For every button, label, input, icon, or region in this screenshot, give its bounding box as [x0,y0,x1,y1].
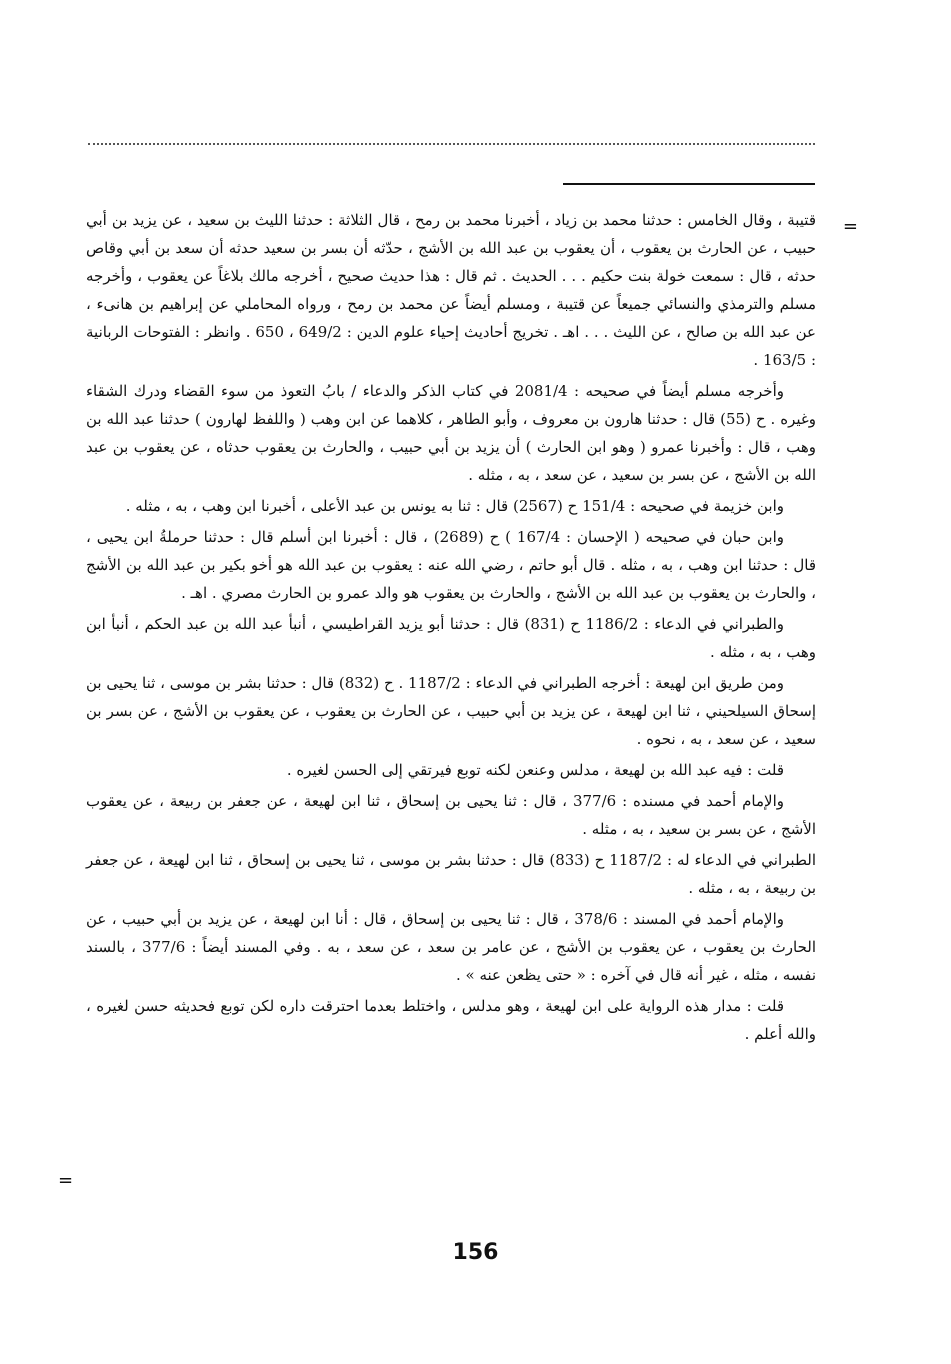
footnote-paragraph: وابن خزيمة في صحيحه : 151/4 ح (2567) قال : ثنا به يونس بن عبد الأعلى ، أخبرنا ابن وهب ، به ، مثله . [125,497,784,515]
footnote-paragraph: قلت : مدار هذه الرواية على ابن لهيعة ، وهو مدلس ، واختلط بعدما احترقت داره لكن توبع فحديثه حسن لغيره ، والله أعلم . [86,997,816,1043]
footnote-paragraph: والإمام أحمد في مسنده : 377/6 ، قال : ثنا يحيى بن إسحاق ، ثنا ابن لهيعة ، عن جعفر بن ربيعة ، عن يعقوب الأشج ، عن بسر بن سعيد ، به ، مثله . [86,792,816,838]
continuation-mark-top: = [842,216,858,237]
footnote-paragraph: والطبراني في الدعاء : 1186/2 ح (831) قال : حدثنا أبو يزيد القراطيسي ، أنبأ عبد الله بن عبد الحكم ، أنبأ ابن وهب ، به ، مثله . [86,615,816,661]
footnote-paragraph: وابن حبان في صحيحه ( الإحسان : 167/4 ) ح (2689) ، قال : أخبرنا ابن أسلم قال : حدثنا حرملةُ ابن يحيى ، قال : حدثنا ابن وهب ، به ، مثله . قال أبو حاتم ، رضي الله عنه : يعقوب بن عبد الله هو أخو بكير بن عبد الله بن الأشج ، والحارث بن يعقوب بن عبد الله بن الأشج ، والحارث بن يعقوب هو والد عمرو بن الحارث مصري . اهـ . [86,528,816,602]
footnote-paragraph: وأخرجه مسلم أيضاً في صحيحه : 2081/4 في كتاب الذكر والدعاء / بابُ التعوذ من سوء القضاء ودرك الشقاء وغيره . ح (55) قال : حدثنا هارون بن معروف ، وأبو الطاهر ، كلاهما عن ابن وهب ( واللفظ لهارون ) حدثنا عبد الله بن وهب ، قال : وأخبرنا عمرو ( وهو ابن الحارث ) أن يزيد بن أبي حبيب ، والحارث بن يعقوب حدثاه ، عن يعقوب بن عبد الله بن الأشج ، عن بسر بن سعيد ، عن سعد ، به ، مثله . [86,382,816,484]
footnote-paragraph: الطبراني في الدعاء له : 1187/2 ح (833) قال : حدثنا بشر بن موسى ، ثنا يحيى بن إسحاق ، ثنا ابن لهيعة ، عن جعفر بن ربيعة ، به ، مثله . [86,851,816,897]
footnote-paragraph: قتيبة ، وقال الخامس : حدثنا محمد بن زياد ، أخبرنا محمد بن رمح ، قال الثلاثة : حدثنا الليث بن سعيد ، عن يزيد بن أبي حبيب ، عن الحارث بن يعقوب ، أن يعقوب بن عبد الله بن الأشج ، حدّثه أن بسر بن سعيد حدثه أن سعد بن أبي وقاص حدثه ، قال : سمعت خولة بنت حكيم . . . الحديث . ثم قال : هذا حديث صحيح ، أخرجه مالك بلاغاً عن يعقوب ، وأخرجه مسلم والترمذي والنسائي جميعاً عن قتيبة ، ومسلم أيضاً عن محمد بن رمح ، ورواه المحاملي عن إبراهيم بن هانىء ، عن عبد الله بن صالح ، عن الليث . . . اهـ . تخريج أحاديث إحياء علوم الدين : 649/2 ، 650 . وانظر : الفتوحات الربانية : 163/5 . [86,211,816,369]
footnote-text-block [86,206,816,1051]
footnote-paragraph: ومن طريق ابن لهيعة : أخرجه الطبراني في الدعاء : 1187/2 . ح (832) قال : حدثنا بشر بن موسى ، ثنا يحيى بن إسحاق السيلحيني ، ثنا ابن لهيعة ، عن يزيد بن أبي حبيب ، عن الحارث بن يعقوب ، عن يعقوب بن الأشج ، عن بسر بن سعيد ، عن سعد ، به ، نحوه . [86,674,816,748]
footnote-separator-rule [563,183,815,185]
continuation-mark-bottom: = [58,1170,74,1191]
header-dotted-rule [88,143,815,145]
page-number: 156 [452,1240,499,1265]
footnote-paragraph: قلت : فيه عبد الله بن لهيعة ، مدلس وعنعن لكنه توبع فيرتقي إلى الحسن لغيره . [286,761,784,779]
footnote-paragraph: والإمام أحمد في المسند : 378/6 ، قال : ثنا يحيى بن إسحاق ، قال : أنا ابن لهيعة ، عن يزيد بن أبي حبيب ، عن الحارث بن يعقوب ، عن يعقوب بن الأشج ، عن عامر بن سعد ، عن سعد ، به . وفي المسند أيضاً : 377/6 ، بالسند نفسه ، مثله ، غير أنه قال في آخره : « حتى يظعن عنه » . [86,910,816,984]
